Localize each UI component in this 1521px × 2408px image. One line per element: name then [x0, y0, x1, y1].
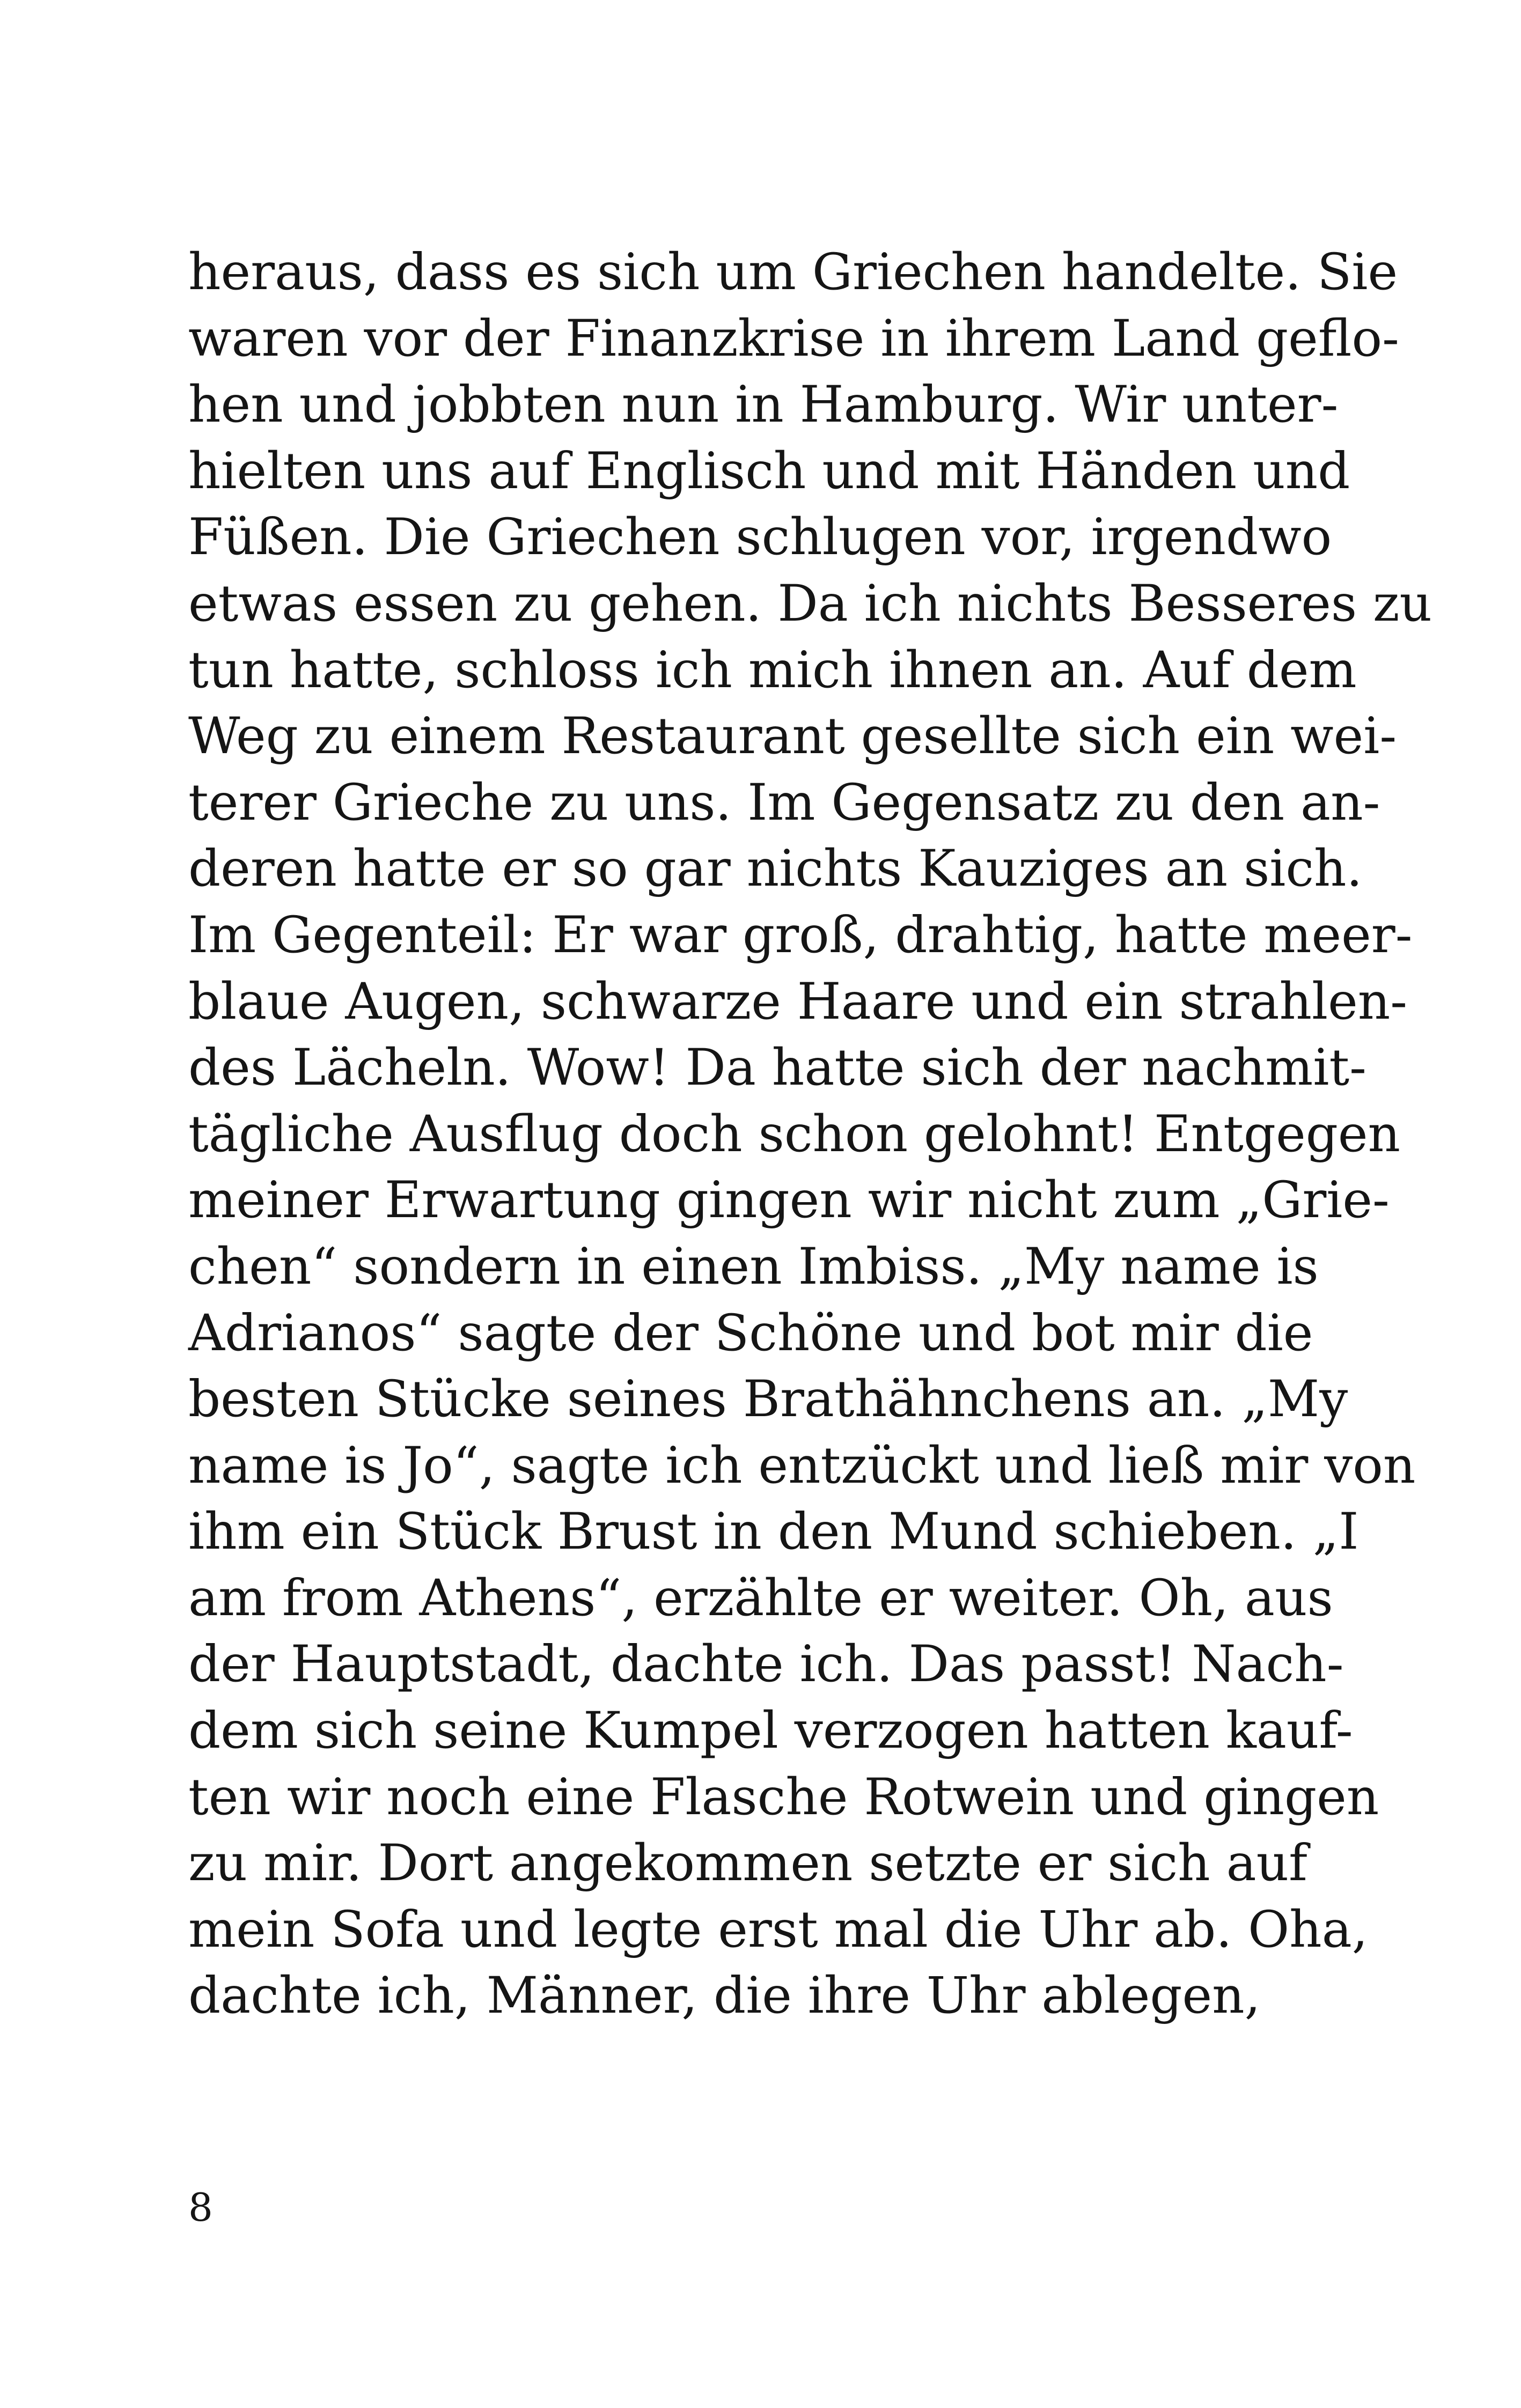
text-line-7: tun hatte, schloss ich mich ihnen an. Auf dem: [188, 640, 1357, 699]
text-line-19: name is Jo“, sagte ich entzückt und ließ mir von: [188, 1436, 1416, 1495]
body-text: [188, 239, 1432, 2029]
text-line-13: des Lächeln. Wow! Da hatte sich der nachmit-: [188, 1039, 1366, 1098]
text-line-4: hielten uns auf Englisch und mit Händen und: [188, 441, 1350, 500]
text-line-21: am from Athens“, erzählte er weiter. Oh, aus: [188, 1568, 1333, 1628]
text-line-1: heraus, dass es sich um Griechen handelte. Sie: [188, 243, 1398, 301]
text-line-25: zu mir. Dort angekommen setzte er sich auf: [188, 1834, 1307, 1893]
text-line-10: deren hatte er so gar nichts Kauziges an sich.: [188, 840, 1363, 899]
text-line-18: besten Stücke seines Brathähnchens an. „My: [188, 1370, 1348, 1429]
text-line-24: ten wir noch eine Flasche Rotwein und gingen: [188, 1768, 1379, 1827]
text-line-6: etwas essen zu gehen. Da ich nichts Besseres zu: [188, 574, 1432, 633]
text-line-5: Füßen. Die Griechen schlugen vor, irgendwo: [188, 508, 1332, 567]
text-line-14: tägliche Ausflug doch schon gelohnt! Entgegen: [188, 1104, 1401, 1164]
text-line-23: dem sich seine Kumpel verzogen hatten kauf-: [188, 1702, 1353, 1761]
text-line-17: Adrianos“ sagte der Schöne und bot mir die: [188, 1304, 1313, 1363]
text-line-22: der Hauptstadt, dachte ich. Das passt! Nach-: [188, 1635, 1344, 1694]
text-line-2: waren vor der Finanzkrise in ihrem Land geflo-: [188, 309, 1399, 368]
text-line-3: hen und jobbten nun in Hamburg. Wir unter-: [188, 375, 1339, 435]
text-line-8: Weg zu einem Restaurant gesellte sich ein wei-: [188, 707, 1397, 766]
text-line-12: blaue Augen, schwarze Haare und ein strahlen-: [188, 972, 1408, 1031]
text-line-20: ihm ein Stück Brust in den Mund schieben. „I: [188, 1503, 1359, 1562]
text-line-16: chen“ sondern in einen Imbiss. „My name is: [188, 1237, 1319, 1296]
text-line-26: mein Sofa und legte erst mal die Uhr ab. Oha,: [188, 1900, 1368, 1959]
text-line-9: terer Grieche zu uns. Im Gegensatz zu den an-: [188, 773, 1380, 832]
page-number: 8: [188, 2185, 213, 2230]
text-line-27: dachte ich, Männer, die ihre Uhr ablegen,: [188, 1967, 1261, 2026]
text-line-11: Im Gegenteil: Er war groß, drahtig, hatte meer-: [188, 905, 1413, 964]
text-line-15: meiner Erwartung gingen wir nicht zum „Grie-: [188, 1171, 1390, 1230]
